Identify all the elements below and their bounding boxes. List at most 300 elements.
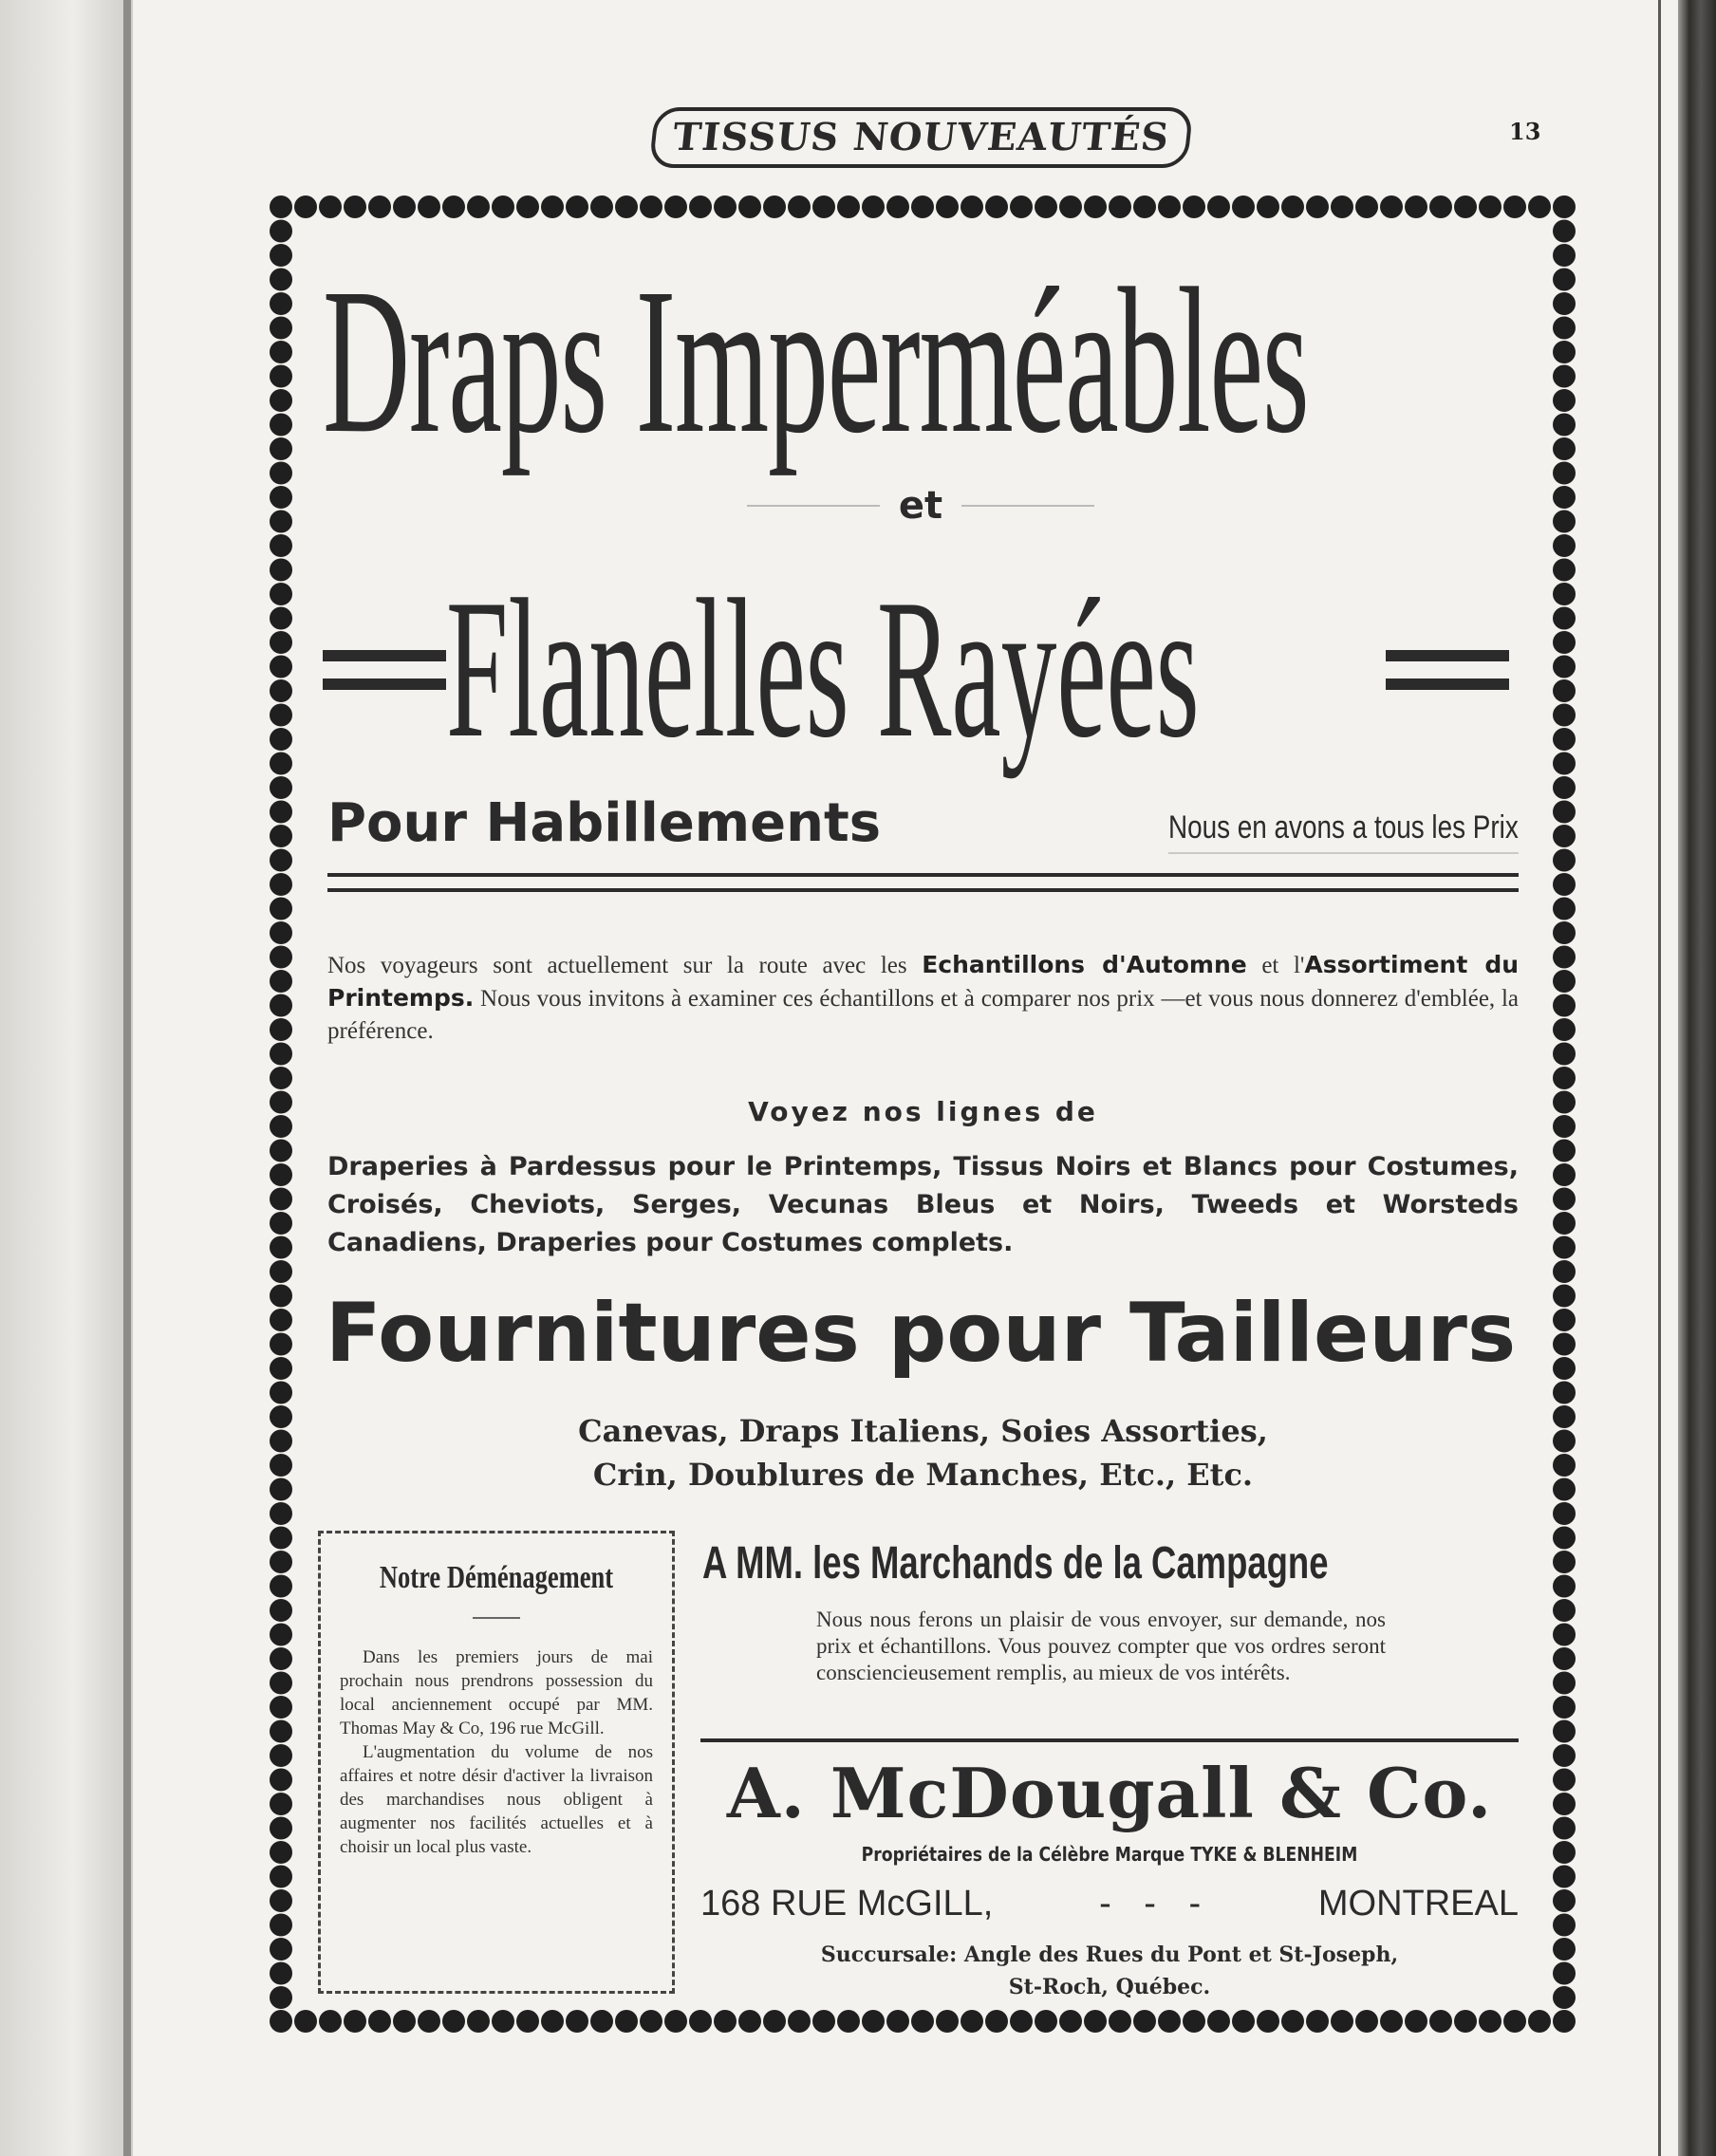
border-dot: [270, 776, 292, 799]
company-rule: [700, 1738, 1519, 1742]
border-dot: [516, 195, 539, 218]
border-dot: [1553, 1672, 1576, 1695]
border-dot: [442, 2010, 465, 2033]
connector-rule-right: [961, 505, 1094, 507]
border-dot: [1553, 486, 1576, 509]
border-dot: [1553, 1067, 1576, 1089]
border-dot: [1553, 269, 1576, 291]
border-dot: [1553, 607, 1576, 630]
border-dot: [837, 195, 860, 218]
border-dot: [270, 2010, 292, 2033]
notice-para1: Dans les premiers jours de mai prochain nous prendrons possession du local anciennement occupé par MM. Thomas May & Co, 196 rue McGill.: [340, 1647, 653, 1738]
connector-rule-left: [747, 505, 880, 507]
border-dot: [270, 1938, 292, 1961]
border-dot: [270, 1188, 292, 1211]
border-dot: [1553, 2010, 1576, 2033]
border-dot: [270, 1502, 292, 1525]
border-dot: [270, 1454, 292, 1477]
border-dot: [1454, 195, 1477, 218]
fournitures-list: [327, 1409, 1519, 1496]
border-dot: [270, 1091, 292, 1114]
company-branch-line2: St-Roch, Québec.: [1008, 1975, 1211, 1999]
border-dot: [1553, 365, 1576, 388]
border-dot: [1553, 437, 1576, 460]
border-dot: [270, 1212, 292, 1235]
border-dot: [418, 195, 440, 218]
border-dot: [270, 849, 292, 872]
border-dot: [270, 389, 292, 412]
border-dot: [270, 1018, 292, 1041]
border-dot: [1553, 1962, 1576, 1985]
rule-bottom: [327, 888, 1519, 892]
intro-text-c: Nous vous invitons à examiner ces échantillons et à comparer nos prix —et vous nous donnerez d'emblée, la préférence.: [327, 986, 1519, 1044]
border-dot: [1405, 2010, 1427, 2033]
headline-line2-text: Flanelles Rayées: [446, 559, 1200, 779]
border-dot: [270, 317, 292, 340]
border-dot: [1059, 2010, 1082, 2033]
border-dot: [1158, 2010, 1181, 2033]
border-dot: [788, 2010, 811, 2033]
border-dot: [1553, 1551, 1576, 1573]
border-dot: [270, 534, 292, 557]
border-dot: [492, 2010, 514, 2033]
border-dot: [1183, 2010, 1205, 2033]
border-dot: [270, 1163, 292, 1186]
notice-divider: [473, 1617, 520, 1619]
headline-line2: [446, 559, 1395, 779]
border-dot: [763, 195, 786, 218]
company-branch-line1: Succursale: Angle des Rues du Pont et St-Joseph,: [820, 1942, 1399, 1967]
border-dot: [467, 2010, 490, 2033]
intro-bold-b: Assortiment du Printemps.: [327, 951, 1520, 1012]
border-dot: [1331, 195, 1353, 218]
border-dot: [270, 292, 292, 315]
border-dot: [270, 1405, 292, 1428]
border-dot: [566, 2010, 588, 2033]
border-dot: [1109, 2010, 1131, 2033]
border-dot: [1429, 2010, 1452, 2033]
border-dot: [270, 1551, 292, 1573]
border-dot: [270, 1357, 292, 1380]
border-dot: [936, 2010, 959, 2033]
lines-heading: Voyez nos lignes de: [748, 1096, 1098, 1127]
border-dot: [270, 1986, 292, 2009]
border-dot: [270, 341, 292, 363]
border-dot: [1010, 195, 1033, 218]
border-dot: [1553, 462, 1576, 485]
border-dot: [1553, 195, 1576, 218]
notice-body: [340, 1645, 653, 1859]
border-dot: [270, 1260, 292, 1283]
border-dot: [1553, 873, 1576, 896]
double-dash-right: [1386, 641, 1509, 697]
country-heading: A MM. les Marchands de la Campagne: [702, 1538, 1329, 1589]
border-dot: [270, 486, 292, 509]
border-dot: [1553, 1866, 1576, 1888]
border-dot: [270, 559, 292, 582]
border-dot: [1084, 195, 1107, 218]
border-dot: [270, 462, 292, 485]
border-dot: [270, 1744, 292, 1767]
border-dot: [270, 1382, 292, 1404]
headline-subtitle: Pour Habillements: [327, 792, 882, 854]
moving-notice-box: [318, 1531, 675, 1994]
border-dot: [615, 2010, 638, 2033]
border-dot: [319, 195, 342, 218]
border-dot: [1553, 1212, 1576, 1235]
border-dot: [270, 631, 292, 654]
intro-paragraph: [327, 949, 1519, 1048]
country-body: Nous nous ferons un plaisir de vous envoyer, sur demande, nos prix et échantillons. Vous pouvez compter que vos ordres seront consciencieusement remplis, au mieux de vos intérêts.: [816, 1608, 1386, 1684]
border-dot: [270, 1140, 292, 1162]
border-dot: [1528, 195, 1551, 218]
border-dot: [1553, 1478, 1576, 1501]
border-dot: [1553, 414, 1576, 437]
border-dot: [1553, 1793, 1576, 1815]
border-dot: [1553, 1091, 1576, 1114]
company-proprietors: Propriétaires de la Célèbre Marque TYKE & BLENHEIM: [861, 1843, 1358, 1866]
border-dot: [961, 2010, 983, 2033]
headline-tagline: Nous en avons a tous les Prix: [1168, 809, 1519, 854]
border-dot: [270, 244, 292, 267]
border-dot: [1035, 195, 1057, 218]
headline-connector: et: [898, 484, 943, 528]
border-dot: [270, 1624, 292, 1646]
border-dot: [1553, 1382, 1576, 1404]
border-dot: [270, 1527, 292, 1550]
border-dot: [368, 195, 391, 218]
border-dot: [689, 195, 712, 218]
border-dot: [1553, 1502, 1576, 1525]
border-dot: [1553, 801, 1576, 824]
fournitures-line1: Canevas, Draps Italiens, Soies Assorties,: [578, 1413, 1268, 1449]
border-dot: [812, 195, 835, 218]
border-dot: [1553, 1309, 1576, 1331]
border-dot: [1553, 1938, 1576, 1961]
border-dot: [270, 704, 292, 727]
border-dot: [270, 220, 292, 243]
company-dashes: - - -: [1099, 1883, 1213, 1924]
border-dot: [664, 2010, 687, 2033]
border-dot: [270, 1043, 292, 1066]
border-dot: [270, 195, 292, 218]
border-dot: [714, 2010, 737, 2033]
border-dot: [393, 2010, 416, 2033]
border-dot: [1553, 292, 1576, 315]
border-dot: [911, 2010, 934, 2033]
border-dot: [270, 1309, 292, 1331]
border-dot: [270, 728, 292, 751]
fournitures-line2: Crin, Doublures de Manches, Etc., Etc.: [592, 1457, 1254, 1493]
border-dot: [1553, 1163, 1576, 1186]
border-dot: [1553, 1889, 1576, 1912]
border-dot: [270, 1793, 292, 1815]
border-dot: [319, 2010, 342, 2033]
border-dot: [788, 195, 811, 218]
border-dot: [294, 2010, 317, 2033]
border-dot: [270, 825, 292, 847]
border-dot: [1109, 195, 1131, 218]
border-dot: [1035, 2010, 1057, 2033]
border-dot: [270, 679, 292, 702]
border-dot: [1553, 511, 1576, 533]
border-dot: [1133, 195, 1156, 218]
border-dot: [1553, 898, 1576, 920]
border-dot: [270, 1236, 292, 1259]
border-dot: [270, 1720, 292, 1743]
border-dot: [1503, 2010, 1526, 2033]
border-dot: [1133, 2010, 1156, 2033]
border-dot: [516, 2010, 539, 2033]
border-dot: [1553, 704, 1576, 727]
border-dot: [886, 195, 909, 218]
double-dash-left: [323, 641, 446, 697]
border-dot: [961, 195, 983, 218]
border-dot: [1553, 1333, 1576, 1356]
double-rule: [327, 873, 1519, 903]
border-dot: [393, 195, 416, 218]
border-dot: [714, 195, 737, 218]
border-dot: [1207, 195, 1230, 218]
border-dot: [270, 1067, 292, 1089]
border-dot: [590, 195, 613, 218]
border-dot: [541, 2010, 564, 2033]
lines-items: Draperies à Pardessus pour le Printemps, Tissus Noirs et Blancs pour Costumes, Croisés, Cheviots, Serges, Vecunas Bleus et Noirs, Tweeds et Worsteds Canadiens, Draperies pour Costumes complets.: [327, 1152, 1519, 1257]
border-dot: [270, 994, 292, 1017]
border-dot: [270, 656, 292, 678]
border-dot: [1553, 728, 1576, 751]
border-dot: [270, 1115, 292, 1138]
border-dot: [1553, 656, 1576, 678]
border-dot: [270, 511, 292, 533]
border-dot: [640, 2010, 662, 2033]
border-dot: [689, 2010, 712, 2033]
border-dot: [1553, 1624, 1576, 1646]
border-dot: [1553, 1769, 1576, 1792]
company-address-row: [700, 1879, 1519, 1928]
border-dot: [1553, 1236, 1576, 1259]
border-dot: [936, 195, 959, 218]
border-dot: [985, 2010, 1008, 2033]
border-dot: [270, 365, 292, 388]
border-dot: [1454, 2010, 1477, 2033]
border-dot: [738, 2010, 761, 2033]
border-dot: [270, 1333, 292, 1356]
border-dot: [270, 1889, 292, 1912]
headline-line2-row: [323, 559, 1519, 779]
border-dot: [862, 2010, 885, 2033]
border-dot: [1553, 583, 1576, 605]
border-dot: [566, 195, 588, 218]
border-dot: [1306, 2010, 1329, 2033]
border-dot: [1479, 195, 1502, 218]
border-dot: [270, 970, 292, 993]
border-dot: [1553, 1405, 1576, 1428]
border-dot: [1553, 1140, 1576, 1162]
border-dot: [270, 946, 292, 969]
border-dot: [344, 195, 366, 218]
border-dot: [1553, 1986, 1576, 2009]
border-dot: [1553, 1744, 1576, 1767]
border-dot: [270, 583, 292, 605]
notice-para2: L'augmentation du volume de nos affaires et notre désir d'activer la livraison des marchandises nous obligent à augmenter nos facilités actuelles et à choisir un local plus vaste.: [340, 1742, 653, 1857]
rule-top: [327, 873, 1519, 877]
border-dot: [1553, 317, 1576, 340]
border-dot: [1429, 195, 1452, 218]
headline-line1: Draps Imperméables: [323, 245, 1309, 476]
border-dot: [270, 1914, 292, 1937]
border-dot: [1380, 195, 1403, 218]
border-dot: [1059, 195, 1082, 218]
border-dot: [1331, 2010, 1353, 2033]
border-dot: [1553, 849, 1576, 872]
border-dot: [1553, 389, 1576, 412]
border-dot: [664, 195, 687, 218]
border-dot: [270, 1647, 292, 1670]
border-dot: [1553, 994, 1576, 1017]
border-dot: [1553, 631, 1576, 654]
border-dot: [270, 1696, 292, 1719]
border-dot: [1257, 2010, 1279, 2033]
border-dot: [467, 195, 490, 218]
border-dot: [270, 873, 292, 896]
border-dot: [1257, 195, 1279, 218]
border-dot: [911, 195, 934, 218]
border-dot: [270, 1478, 292, 1501]
border-dot: [1553, 946, 1576, 969]
headline-connector-row: [731, 477, 1110, 534]
company-city: MONTREAL: [1317, 1883, 1519, 1924]
border-dot: [1503, 195, 1526, 218]
intro-text-b: et l': [1246, 953, 1305, 978]
border-dot: [418, 2010, 440, 2033]
border-dot: [1553, 1817, 1576, 1840]
border-dot: [1553, 1285, 1576, 1308]
border-dot: [270, 1599, 292, 1622]
border-dot: [270, 607, 292, 630]
border-dot: [1553, 534, 1576, 557]
subtitle-row: [327, 778, 1519, 854]
border-dot: [1553, 921, 1576, 944]
border-dot: [1553, 1696, 1576, 1719]
border-dot: [294, 195, 317, 218]
border-dot: [270, 1575, 292, 1598]
intro-bold-a: Echantillons d'Automne: [922, 951, 1247, 978]
border-dot: [270, 898, 292, 920]
border-dot: [1232, 195, 1255, 218]
border-dot: [270, 1672, 292, 1695]
border-dot: [1553, 1914, 1576, 1937]
border-dot: [270, 1962, 292, 1985]
border-dot: [270, 1866, 292, 1888]
border-dot: [1553, 1647, 1576, 1670]
page-number: 13: [1509, 118, 1541, 145]
border-dot: [1553, 1841, 1576, 1864]
border-dot: [270, 801, 292, 824]
border-dot: [1553, 825, 1576, 847]
border-dot: [344, 2010, 366, 2033]
border-dot: [1553, 1454, 1576, 1477]
border-dot: [492, 195, 514, 218]
border-dot: [1553, 1575, 1576, 1598]
border-dot: [1479, 2010, 1502, 2033]
company-name: A. McDougall & Co.: [726, 1753, 1493, 1833]
border-dot: [1405, 195, 1427, 218]
company-branch: [700, 1939, 1519, 2003]
border-dot: [270, 1841, 292, 1864]
border-dot: [1183, 195, 1205, 218]
border-dot: [270, 1769, 292, 1792]
border-dot: [615, 195, 638, 218]
border-dot: [270, 1285, 292, 1308]
border-dot: [1528, 2010, 1551, 2033]
border-dot: [738, 195, 761, 218]
border-dot: [1010, 2010, 1033, 2033]
border-dot: [1207, 2010, 1230, 2033]
border-dot: [1281, 195, 1304, 218]
border-dot: [862, 195, 885, 218]
border-dot: [1553, 220, 1576, 243]
border-dot: [1281, 2010, 1304, 2033]
border-dot: [442, 195, 465, 218]
border-dot: [1553, 753, 1576, 775]
border-dot: [763, 2010, 786, 2033]
notice-title: Notre Déménagement: [379, 1560, 614, 1595]
fournitures-heading: Fournitures pour Tailleurs: [325, 1286, 1517, 1381]
border-dot: [368, 2010, 391, 2033]
border-dot: [270, 269, 292, 291]
border-dot: [1553, 1115, 1576, 1138]
border-dot: [1355, 2010, 1378, 2033]
border-dot: [1553, 1018, 1576, 1041]
border-dot: [1084, 2010, 1107, 2033]
border-dot: [640, 195, 662, 218]
border-dot: [985, 195, 1008, 218]
border-dot: [812, 2010, 835, 2033]
border-dot: [1553, 1527, 1576, 1550]
border-dot: [270, 1817, 292, 1840]
border-dot: [1553, 341, 1576, 363]
border-dot: [1553, 970, 1576, 993]
border-dot: [837, 2010, 860, 2033]
border-dot: [1553, 1188, 1576, 1211]
border-dot: [270, 414, 292, 437]
border-dot: [1553, 1043, 1576, 1066]
border-dot: [1553, 1599, 1576, 1622]
intro-text-a: Nos voyageurs sont actuellement sur la route avec les: [327, 953, 923, 978]
border-dot: [1232, 2010, 1255, 2033]
border-dot: [590, 2010, 613, 2033]
border-dot: [1553, 1260, 1576, 1283]
masthead-logo-text: TISSUS NOUVEAUTÉS: [648, 107, 1193, 168]
border-dot: [1553, 1720, 1576, 1743]
border-dot: [270, 437, 292, 460]
border-dot: [270, 1430, 292, 1453]
company-address: 168 RUE McGILL,: [700, 1883, 994, 1924]
border-dot: [886, 2010, 909, 2033]
border-dot: [1553, 679, 1576, 702]
border-dot: [270, 753, 292, 775]
border-dot: [1553, 559, 1576, 582]
border-dot: [541, 195, 564, 218]
border-dot: [1553, 776, 1576, 799]
border-dot: [1158, 195, 1181, 218]
border-dot: [1553, 1430, 1576, 1453]
border-dot: [1306, 195, 1329, 218]
border-dot: [1355, 195, 1378, 218]
border-dot: [270, 921, 292, 944]
border-dot: [1380, 2010, 1403, 2033]
